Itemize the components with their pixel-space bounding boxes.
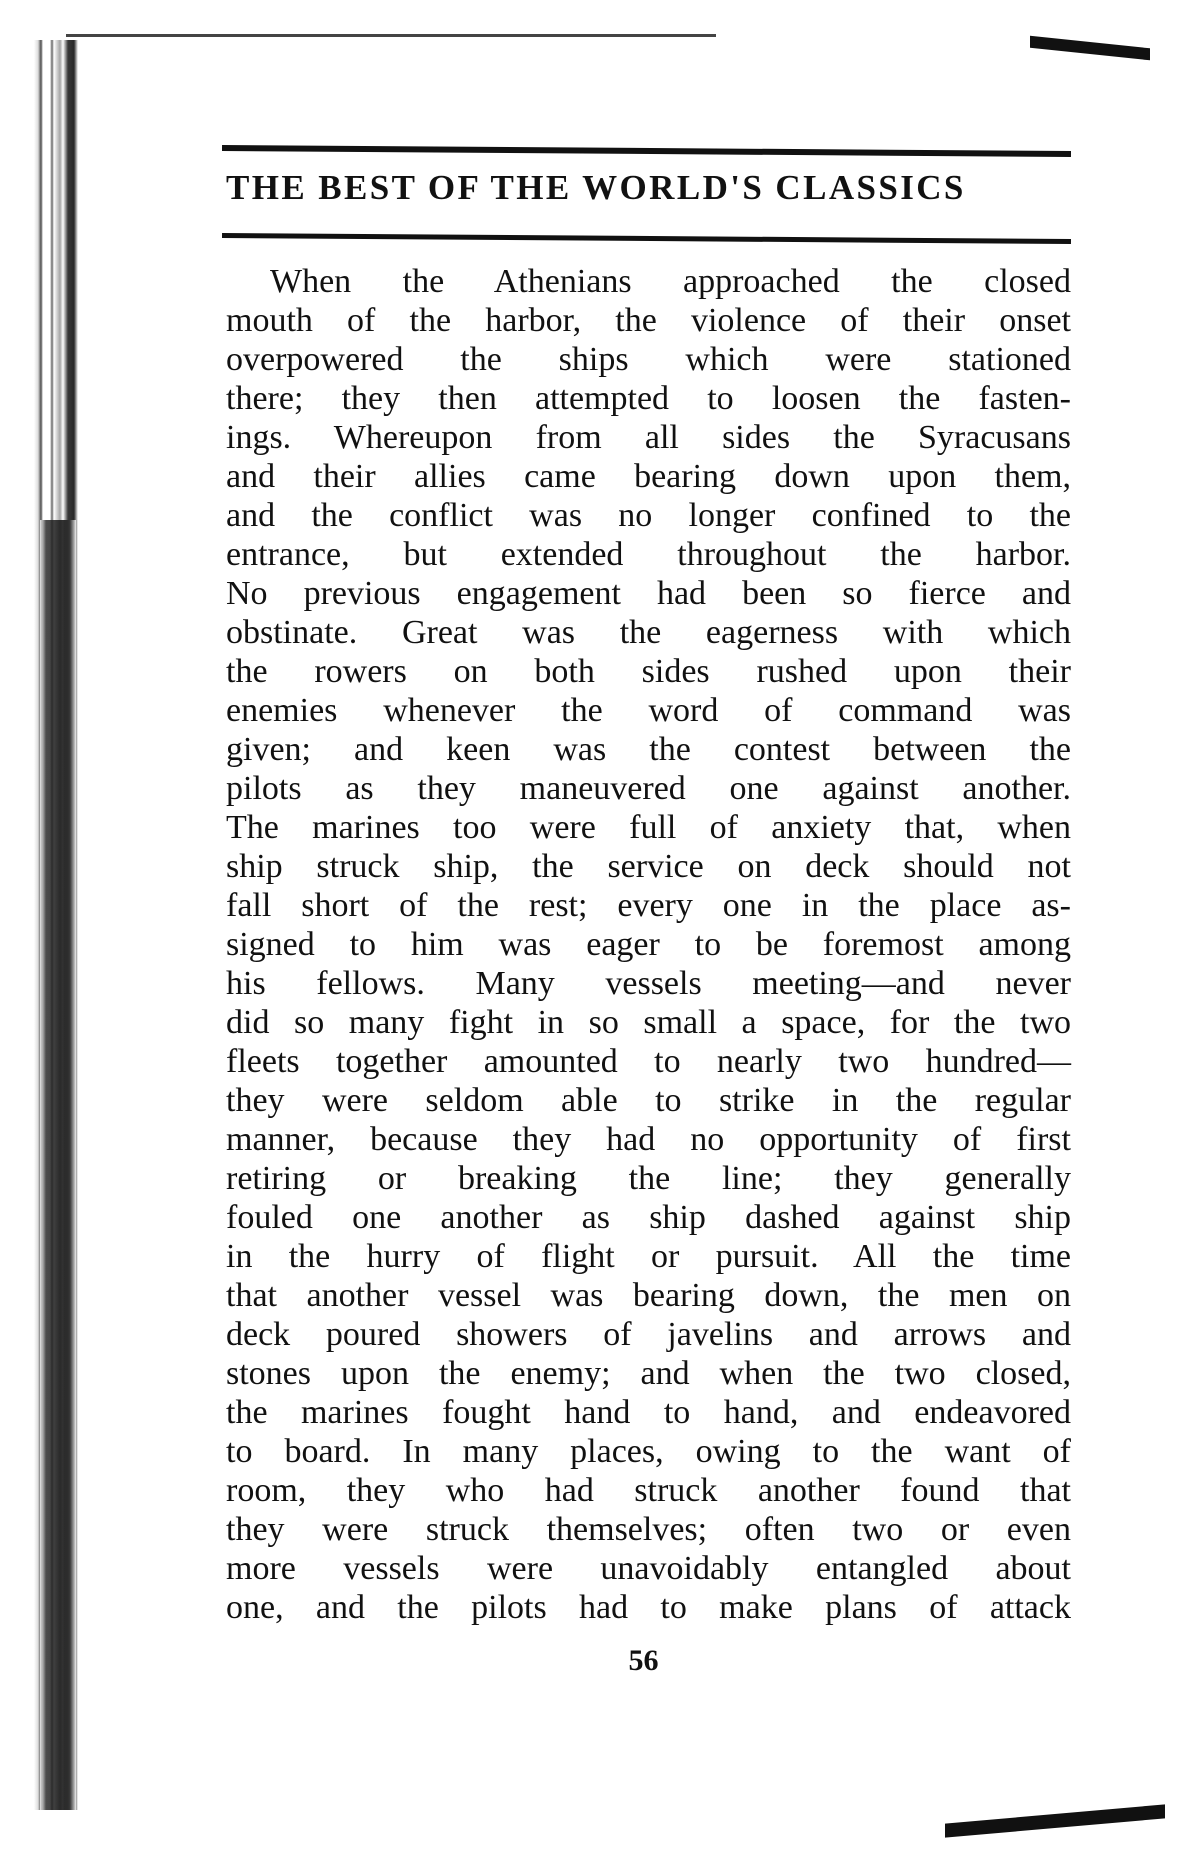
text-line: No previous engagement had been so fierce and bbox=[226, 575, 1071, 612]
page-top-edge bbox=[66, 34, 716, 37]
text-line: given; and keen was the contest between the bbox=[226, 731, 1071, 768]
text-line: fleets together amounted to nearly two hundred— bbox=[226, 1043, 1071, 1080]
text-line: mouth of the harbor, the violence of their onset bbox=[226, 302, 1071, 339]
text-line: room, they who had struck another found that bbox=[226, 1472, 1071, 1509]
text-line: retiring or breaking the line; they generally bbox=[226, 1160, 1071, 1197]
text-line: they were seldom able to strike in the regular bbox=[226, 1082, 1071, 1119]
text-line: there; they then attempted to loosen the fasten- bbox=[226, 380, 1071, 417]
running-head: THE BEST OF THE WORLD'S CLASSICS bbox=[226, 168, 966, 207]
body-text bbox=[226, 262, 1071, 1627]
text-line: his fellows. Many vessels meeting—and never bbox=[226, 965, 1071, 1002]
text-line: enemies whenever the word of command was bbox=[226, 692, 1071, 729]
text-line: The marines too were full of anxiety that, when bbox=[226, 809, 1071, 846]
text-line: pilots as they maneuvered one against another. bbox=[226, 770, 1071, 807]
text-line: that another vessel was bearing down, the men on bbox=[226, 1277, 1071, 1314]
binding-shadow bbox=[40, 520, 76, 1810]
text-line: in the hurry of flight or pursuit. All the time bbox=[226, 1238, 1071, 1275]
text-line: to board. In many places, owing to the want of bbox=[226, 1433, 1071, 1470]
text-line: When the Athenians approached the closed bbox=[270, 263, 1071, 300]
text-line: obstinate. Great was the eagerness with which bbox=[226, 614, 1071, 651]
corner-mark-bottom bbox=[945, 1804, 1165, 1837]
text-line: the rowers on both sides rushed upon their bbox=[226, 653, 1071, 690]
corner-mark-top bbox=[1030, 36, 1150, 61]
text-line: more vessels were unavoidably entangled about bbox=[226, 1550, 1071, 1587]
header-rule-bottom bbox=[222, 233, 1071, 244]
text-line: did so many fight in so small a space, for the two bbox=[226, 1004, 1071, 1041]
text-line: and the conflict was no longer confined to the bbox=[226, 497, 1071, 534]
text-line: and their allies came bearing down upon them, bbox=[226, 458, 1071, 495]
text-line: ship struck ship, the service on deck should not bbox=[226, 848, 1071, 885]
text-line: signed to him was eager to be foremost among bbox=[226, 926, 1071, 963]
text-line: manner, because they had no opportunity of first bbox=[226, 1121, 1071, 1158]
text-line: overpowered the ships which were stationed bbox=[226, 341, 1071, 378]
text-line: deck poured showers of javelins and arrows and bbox=[226, 1316, 1071, 1353]
text-line: fall short of the rest; every one in the place as- bbox=[226, 887, 1071, 924]
text-line: the marines fought hand to hand, and endeavored bbox=[226, 1394, 1071, 1431]
text-line: fouled one another as ship dashed against ship bbox=[226, 1199, 1071, 1236]
page-number: 56 bbox=[628, 1644, 659, 1677]
text-line: stones upon the enemy; and when the two closed, bbox=[226, 1355, 1071, 1392]
text-line: entrance, but extended throughout the harbor. bbox=[226, 536, 1071, 573]
text-line: one, and the pilots had to make plans of attack bbox=[226, 1589, 1071, 1626]
header-rule-top bbox=[222, 145, 1071, 157]
text-line: ings. Whereupon from all sides the Syracusans bbox=[226, 419, 1071, 456]
text-line: they were struck themselves; often two or even bbox=[226, 1511, 1071, 1548]
